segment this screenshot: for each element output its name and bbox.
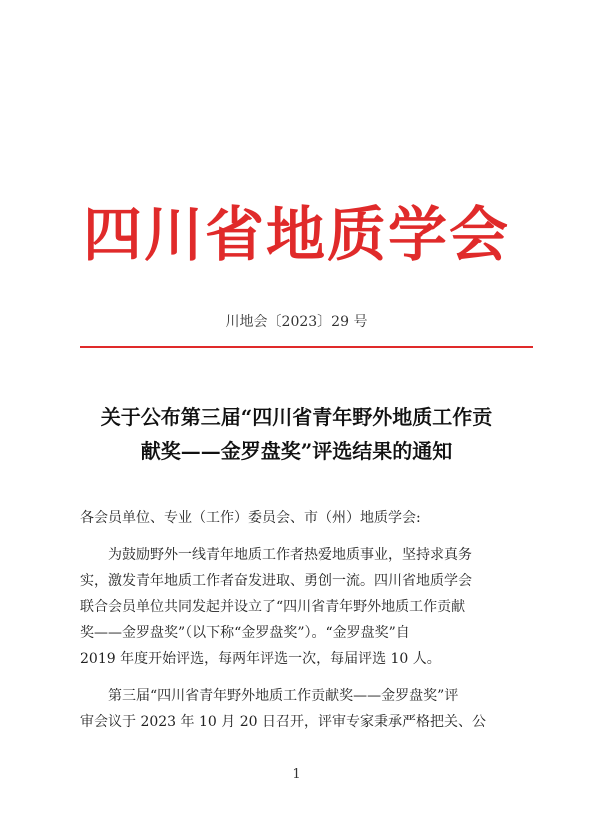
notice-title-line-2: 献奖——金罗盘奖”评选结果的通知 (140, 439, 453, 463)
page-number: 1 (292, 767, 301, 782)
paragraph-1-line: 联合会员单位共同发起并设立了“四川省青年野外地质工作贡献 (80, 599, 466, 615)
salutation: 各会员单位、专业（工作）委员会、市（州）地质学会: (80, 510, 421, 526)
paragraph-2 (80, 683, 533, 735)
paragraph-1-line: 奖——金罗盘奖”（以下称“金罗盘奖”）。“金罗盘奖”自 (80, 625, 410, 641)
paragraph-1 (80, 542, 533, 672)
notice-title (60, 400, 533, 468)
paragraph-2-line: 第三届“四川省青年野外地质工作贡献奖——金罗盘奖”评 (108, 688, 459, 704)
organization-masthead: 四川省地质学会 (82, 200, 510, 269)
paragraph-2-line: 审会议于 2023 年 10 月 20 日召开，评审专家秉承严格把关、公 (80, 714, 486, 730)
notice-body (80, 505, 533, 735)
notice-title-line-1: 关于公布第三届“四川省青年野外地质工作贡 (100, 405, 493, 429)
document-number: 川地会〔2023〕29 号 (225, 314, 368, 330)
paragraph-1-line: 为鼓励野外一线青年地质工作者热爱地质事业，坚持求真务 (108, 547, 472, 563)
red-divider-line (80, 346, 533, 348)
paragraph-1-line: 实，激发青年地质工作者奋发进取、勇创一流。四川省地质学会 (80, 573, 472, 589)
paragraph-1-line: 2019 年度开始评选，每两年评选一次，每届评选 10 人。 (80, 651, 441, 667)
